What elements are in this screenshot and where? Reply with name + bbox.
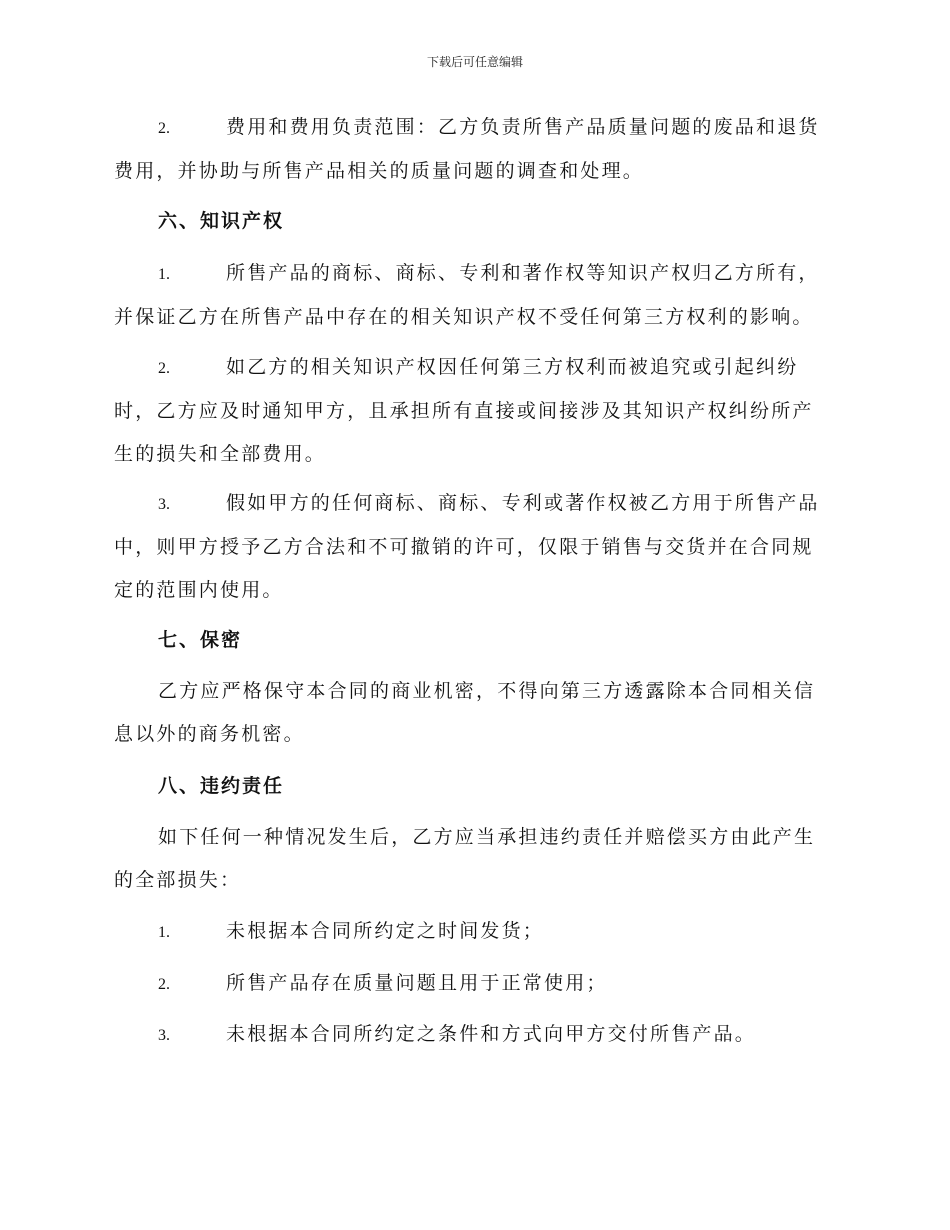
section-heading: 六、知识产权 (158, 210, 285, 232)
clause-text: 未根据本合同所约定之条件和方式向甲方交付所售产品。 (226, 1023, 757, 1045)
clause-paragraph (114, 346, 834, 476)
clause-paragraph (114, 252, 834, 339)
paragraph-text: 如下任何一种情况发生后，乙方应当承担违约责任并赔偿买方由此产生的全部损失： (114, 826, 816, 891)
clause-text: 费用和费用负责范围：乙方负责所售产品质量问题的废品和退货费用，并协助与所售产品相关的质量问题的调查和处理。 (114, 116, 820, 182)
clause-paragraph (114, 1013, 834, 1057)
clause-paragraph (114, 482, 834, 612)
clause-paragraph (114, 106, 834, 193)
clause-number: 2. (158, 360, 170, 377)
clause-number: 2. (158, 976, 170, 993)
clause-paragraph (114, 910, 834, 954)
clause-paragraph (114, 962, 834, 1006)
clause-text: 未根据本合同所约定之时间发货； (226, 920, 545, 942)
clause-text: 所售产品的商标、商标、专利和著作权等知识产权归乙方所有，并保证乙方在所售产品中存在的相关知识产权不受任何第三方权利的影响。 (114, 262, 820, 328)
clause-text: 如乙方的相关知识产权因任何第三方权利而被追究或引起纠纷时，乙方应及时通知甲方，且承担所有直接或间接涉及其知识产权纠纷所产生的损失和全部费用。 (114, 356, 814, 465)
clause-number: 2. (158, 120, 170, 137)
page-header: 下载后可任意编辑 (426, 55, 523, 69)
clause-text: 所售产品存在质量问题且用于正常使用； (226, 972, 608, 994)
section-heading: 八、违约责任 (158, 775, 285, 797)
section-heading: 七、保密 (158, 629, 243, 651)
clause-text: 假如甲方的任何商标、商标、专利或著作权被乙方用于所售产品中，则甲方授予乙方合法和不可撤销的许可，仅限于销售与交货并在合同规定的范围内使用。 (114, 492, 820, 601)
clause-number: 3. (158, 1027, 170, 1044)
paragraph-text: 乙方应严格保守本合同的商业机密，不得向第三方透露除本合同相关信息以外的商务机密。 (114, 680, 816, 745)
clause-number: 1. (158, 266, 170, 283)
clause-number: 3. (158, 496, 170, 513)
body-paragraph (114, 670, 834, 756)
clause-number: 1. (158, 924, 170, 941)
body-paragraph (114, 816, 834, 902)
